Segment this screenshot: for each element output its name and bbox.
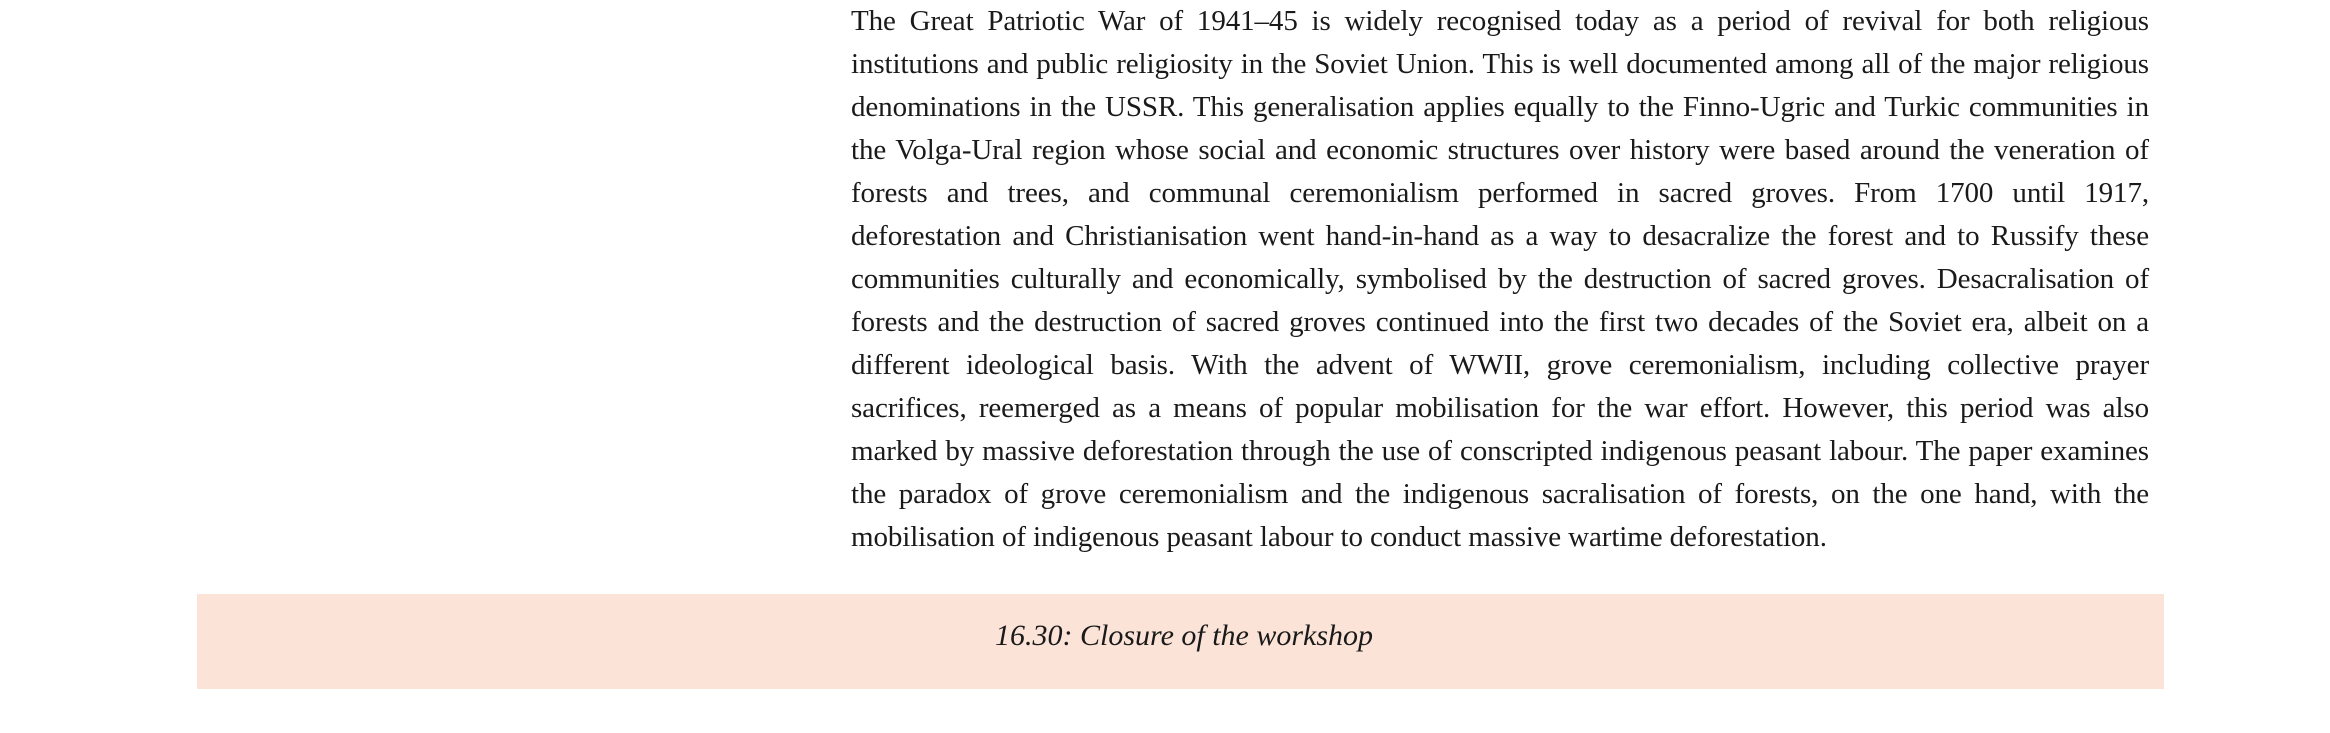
- abstract-paragraph: The Great Patriotic War of 1941–45 is widely recognised today as a period of revival for both religious institutions and public religiosity in the Soviet Union. This is well documented among all of the major religious denominations in the USSR. This generalisation applies equally to the Finno-Ugric and Turkic communities in the Volga-Ural region whose social and economic structures over history were based around the veneration of forests and trees, and communal ceremonialism performed in sacred groves. From 1700 until 1917, deforestation and Christianisation went hand-in-hand as a way to desacralize the forest and to Russify these communities culturally and economically, symbolised by the destruction of sacred groves. Desacralisation of forests and the destruction of sacred groves continued into the first two decades of the Soviet era, albeit on a different ideological basis. With the advent of WWII, grove ceremonialism, including collective prayer sacrifices, reemerged as a means of popular mobilisation for the war effort. However, this period was also marked by massive deforestation through the use of conscripted indigenous peasant labour. The paper examines the paradox of grove ceremonialism and the indigenous sacralisation of forests, on the one hand, with the mobilisation of indigenous peasant labour to conduct massive wartime deforestation.: [851, 5, 2149, 553]
- closing-session-band: [197, 594, 2164, 689]
- closing-session-label: 16.30: Closure of the workshop: [995, 619, 1374, 652]
